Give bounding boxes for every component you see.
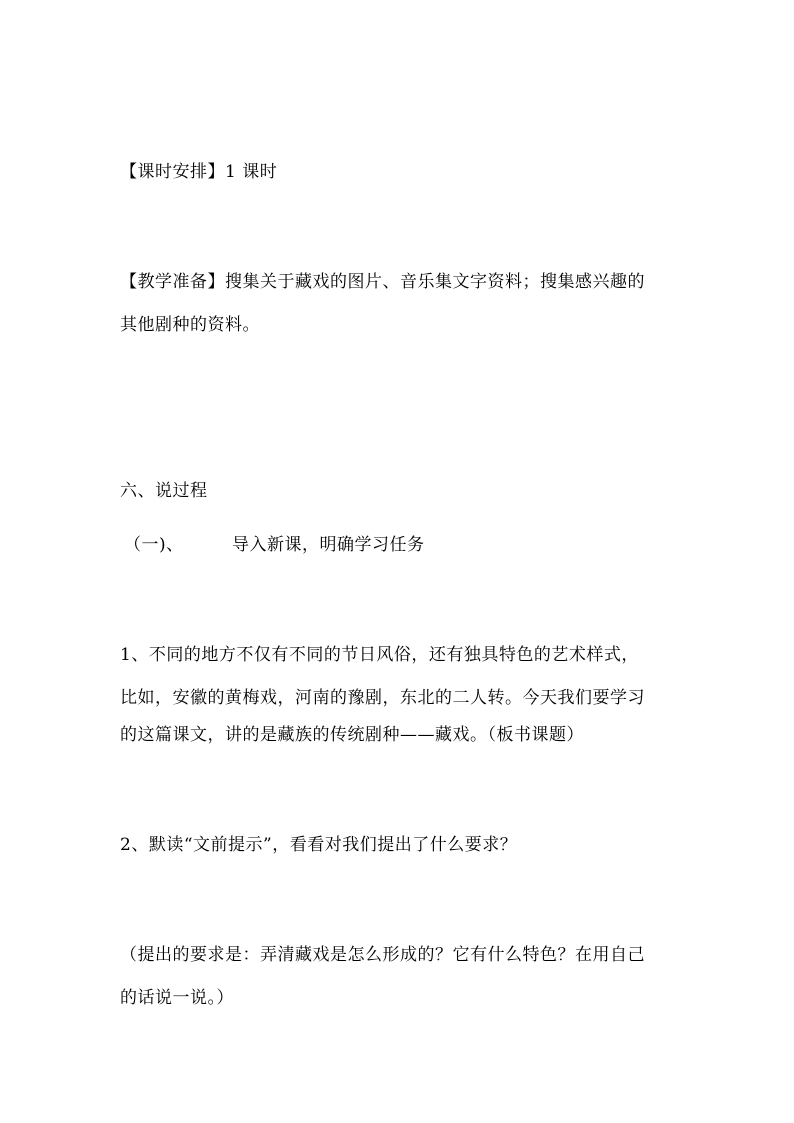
- teaching-preparation-line-1: 【教学准备】搜集关于藏戏的图片、音乐集文字资料；搜集感兴趣的: [120, 272, 645, 292]
- answer-line-1: （提出的要求是：弄清藏戏是怎么形成的？它有什么特色？在用自己: [120, 945, 645, 965]
- section-heading: 六、说过程: [120, 481, 208, 501]
- item-1-line-3: 的这篇课文，讲的是藏族的传统剧种——藏戏。（板书课题）: [120, 725, 584, 745]
- class-hours-paragraph: 【课时安排】1 课时: [120, 162, 278, 182]
- item-1-line-1: 1、不同的地方不仅有不同的节日风俗，还有独具特色的艺术样式，: [120, 645, 639, 665]
- item-1-line-2: 比如，安徽的黄梅戏，河南的豫剧，东北的二人转。今天我们要学习: [120, 688, 645, 708]
- teaching-preparation-line-2: 其他剧种的资料。: [120, 315, 260, 335]
- answer-line-2: 的话说一说。）: [120, 988, 234, 1008]
- item-2-line-1: 2、默读“文前提示”，看看对我们提出了什么要求？: [120, 835, 518, 855]
- subsection-title: 导入新课，明确学习任务: [232, 535, 425, 555]
- subsection-number: （一)、: [124, 535, 184, 555]
